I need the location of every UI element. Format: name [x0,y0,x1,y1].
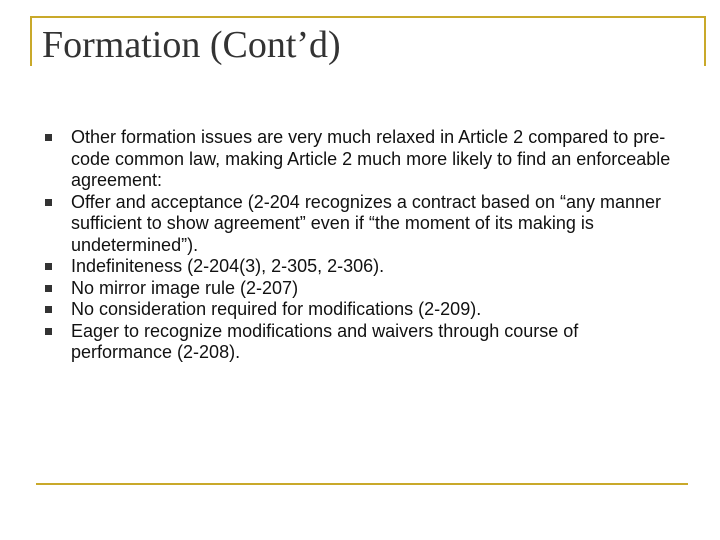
square-bullet-icon [45,328,52,335]
title-rule-right [704,16,706,66]
bullet-item [44,256,684,278]
bullet-text: Indefiniteness (2-204(3), 2-305, 2-306). [71,256,385,276]
bullet-list [44,127,684,364]
bullet-item [44,321,684,364]
bullet-text: No mirror image rule (2-207) [71,277,299,298]
bullet-item [44,278,684,300]
bullet-text: Eager to recognize modifications and waivers through course of performance (2-208). [71,320,579,362]
square-bullet-icon [45,306,52,313]
bullet-text: Other formation issues are very much relaxed in Article 2 compared to pre-code common law, making Article 2 much more likely to find an enforceable agreement: [71,127,671,190]
square-bullet-icon [45,199,52,206]
slide-title: Formation (Cont’d) [42,24,341,66]
square-bullet-icon [45,263,52,270]
bullet-item [44,299,684,321]
square-bullet-icon [45,285,52,292]
bullet-item [44,192,684,257]
square-bullet-icon [45,134,52,141]
footer-rule [36,483,688,485]
bullet-text: No consideration required for modifications (2-209). [71,299,482,319]
title-rule-top [30,16,706,18]
bullet-item [44,127,684,192]
bullet-text: Offer and acceptance (2-204 recognizes a contract based on “any manner sufficient to show agreement” even if “the moment of its making is undetermined”). [71,191,662,255]
title-rule-left [30,16,32,66]
